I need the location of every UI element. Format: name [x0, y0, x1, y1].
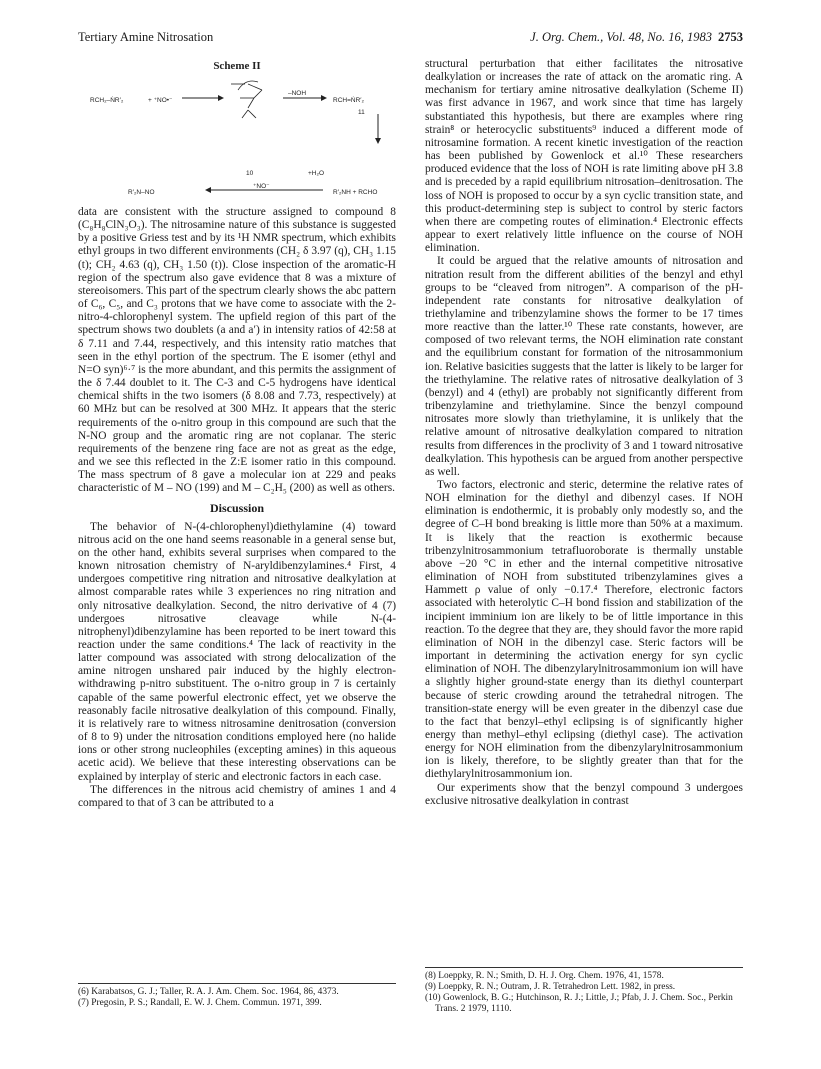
footnotes-right	[425, 967, 743, 1015]
scheme-back-reagent: ⁺NO⁻	[253, 183, 270, 190]
right-paragraph-3: Two factors, electronic and steric, determine the relative rates of NOH elmination for the diethyl and dibenzyl cases. If NOH elimination is endothermic, it is probably only modestly so, and the degree of C–H bond breaking is little more than 50% at a maximum. It is likely that the reaction is exothermic because tribenzylnitrosammonium tetrafluoroborate is thermally unstable above −20 °C in ether and the internal competitive nitrosative elimination of NOH from substituted tribenzylamines gives a Hammett ρ value of only −0.17.⁴ Therefore, electronic factors associated with heterolytic C–H bond fission and stabilization of the incipient imminium ion are likely to be of little importance in this reaction. To the degree that they are, they should favor the more rapid elimination of NOH in the dibenzyl case. Steric factors will be important in determining the activation energy for syn cyclic elimination of NOH. The dibenzylarylnitrosammonium ion will have a slightly higher ground-state energy than its diethyl counterpart because of steric crowding around the tetrahedral nitrogen. The transition-state energy will be even greater in the dibenzyl case due to the fact that benzyl–ethyl eclipsing is of significantly higher energy than methyl–ethyl eclipsing (diethyl case). The activation energy for NOH elimination from the dibenzylarylnitrosammonium ion is likely, therefore, to be slightly greater than that for the diethylarylnitrosammonium ion.	[425, 479, 743, 781]
footnote-10: (10) Gowenlock, B. G.; Hutchinson, R. J.; Little, J.; Pfab, J. J. Chem. Soc., Perkin Trans. 2 1979, 1110.	[425, 993, 733, 1014]
left-paragraph-1: data are consistent with the structure assigned to compound 8 (C₈H₈ClN₃O₃). The nitrosamine nature of this substance is suggested by a positive Griess test and by its ¹H NMR spectrum, which exhibits ethyl groups in two different environments (CH₂ δ 3.97 (q), CH₃ 1.15 (t); CH₂ 4.63 (q), CH₃ 1.50 (t)). Close inspection of the aromatic-H region of the spectrum also gave evidence that 8 was a mixture of stereoisomers. This part of the spectrum clearly shows the abc pattern of C₆, C₅, and C₃ protons that we have come to associate with the 2-nitro-4-chlorophenyl system. The upfield region of this part of the spectrum shows two doublets (a and a′) in intensity ratios of 42:58 at δ 7.11 and 7.44, respectively, and this intensity ratio matches that seen in the ethyl portion of the spectrum. The E isomer (ethyl and N=O syn)⁶·⁷ is the more abundant, and this permits the assignment of the δ 7.44 doublet to it. The C-3 and C-5 hydrogens have identical chemical shifts in the two isomers (δ 8.08 and 7.73, respectively) at 60 MHz but can be resolved at 300 MHz. It appears that the steric requirements of the o-nitro group in this compound are such that the N-NO group and the aromatic ring are not coplanar. The steric requirements of the benzene ring face are not as great as the edge, and we see this reflected in the Z:E isomer ratio in this compound. The mass spectrum of 8 gave a molecular ion at 229 and peaks characteristic of M – NO (199) and M – C₂H₅ (200) as well as others.	[78, 206, 396, 495]
page-number: 2753	[718, 30, 743, 44]
section-heading-discussion: Discussion	[209, 501, 265, 516]
scheme-product: RCH=ṄR′₂	[333, 97, 365, 104]
left-paragraph-3: The differences in the nitrous acid chemistry of amines 1 and 4 compared to that of 3 can be attributed to a	[78, 783, 396, 809]
scheme-nitrosonium: + ⁺NO•⁻	[148, 97, 173, 104]
scheme-ii	[78, 60, 396, 200]
footnote-rule	[78, 983, 396, 984]
left-column	[78, 58, 396, 810]
right-paragraph-1: structural perturbation that either facilitates the nitrosative dealkylation or increases the rate of attack on the aromatic ring. A mechanism for tertiary amine nitrosative dealkylation (Scheme II) was first advance in 1967, and work since that time has largely substantiated this hypothesis, but there are examples where ring strain⁸ or heterocyclic substituents⁹ induced a different mode of nitrosamine formation. A recent kinetic investigation of the reaction has been published by Gowenlock et al.¹⁰ These researchers produced evidence that the loss of NOH is rate limiting above pH 3.8 and is preceded by a rapid equilibrium nitrosation–denitrosation. The loss of NOH is proposed to occur by a syn cyclic transition state, and this product-determining step is subject to control by steric factors when there are competing routes of elimination.⁴ Electronic effects appear to exert relatively little influence on the course of NOH elimination.	[425, 58, 743, 255]
footnotes-left	[78, 983, 396, 1009]
scheme-hydrolysis: R′₂NH + RCHO	[333, 189, 378, 196]
footnote-7: (7) Pregosin, P. S.; Randall, E. W. J. Chem. Commun. 1971, 399.	[78, 998, 322, 1008]
scheme-title: Scheme II	[213, 60, 261, 72]
right-paragraph-4: Our experiments show that the benzyl compound 3 undergoes exclusive nitrosative dealkylation in contrast	[425, 781, 743, 807]
scheme-arrow-label: –NOH	[288, 90, 307, 97]
scheme-nitrosamine: R′₂N–NO	[128, 189, 155, 196]
right-column	[425, 58, 743, 808]
footnote-rule	[425, 967, 743, 968]
footnote-8: (8) Loeppky, R. N.; Smith, D. H. J. Org. Chem. 1976, 41, 1578.	[425, 971, 664, 981]
scheme-water: +H₂O	[308, 170, 325, 177]
scheme-reactant: RCH₂–ṄR′₂	[90, 97, 124, 104]
running-header-title: Tertiary Amine Nitrosation	[78, 30, 214, 44]
footnote-6: (6) Karabatsos, G. J.; Taller, R. A. J. Am. Chem. Soc. 1964, 86, 4373.	[78, 987, 339, 997]
scheme-intermediate-label: 10	[246, 170, 254, 177]
footnote-9: (9) Loeppky, R. N.; Outram, J. R. Tetrahedron Lett. 1982, in press.	[425, 982, 676, 992]
running-header-journal	[530, 30, 743, 45]
scheme-product-label: 11	[358, 109, 365, 116]
right-paragraph-2: It could be argued that the relative amounts of nitrosation and nitration result from the different abilities of the benzyl and ethyl groups to be “cleaved from nitrogen”. A comparison of the pH-independent rate constants for nitrosative dealkylation of triethylamine and tribenzylamine shows the former to be 17 times more reactive than the latter.¹⁰ These rate constants, however, are composed of two relevant terms, the NOH elimination rate constant and the equilibrium constant for formation of the nitrosammonium ion. Relative basicities suggests that the latter is likely to be larger for the triethylamine. The relative rates of nitrosative dealkylation of 3 (benzyl) and 4 (ethyl) are probably not significantly different from tribenzylamine and triethylamine. Since the benzyl compound nitrosates more slowly than triethylamine, it is unlikely that the relative amount of nitrosative dealkylation compared to nitration results from differences in the proclivity of 3 and 1 toward nitrosative dealkylation. This hypothesis can be argued from another perspective as well.	[425, 255, 743, 478]
left-paragraph-2: The behavior of N-(4-chlorophenyl)diethylamine (4) toward nitrous acid on the one hand seems reasonable in a general sense but, on the other hand, exhibits several surprises when compared to the known nitrosation chemistry of N-aryldibenzylamines.⁴ First, 4 undergoes competitive ring nitration and nitrosative dealkylation at almost comparable rates while 3 experiences no ring nitration and only nitrosative dealkylation. Second, the nitro derivative of 4 (7) undergoes nitrosative cleavage while N-(4-nitrophenyl)dibenzylamine has been reported to be inert toward this reaction under the same conditions.⁴ The lack of reactivity in the latter compound was associated with strong delocalization of the amine nitrogen unshared pair induced by the highly electron-withdrawing p-nitro substituent. The o-nitro group in 7 is certainly capable of the same powerful electronic effect, yet we observe the reasonably facile nitrosative dealkylation of this compound. Finally, it is relatively rare to witness nitrosamine denitrosation (conversion of 8 to 9) under the nitrosation conditions employed here (no halide ions or other strong nucleophiles (excepting amines) in this aqueous acetic acid). We believe that these interesting observations can be explained by interplay of steric and electronic factors in each case.	[78, 520, 396, 783]
journal-citation: J. Org. Chem., Vol. 48, No. 16, 1983	[530, 30, 712, 44]
